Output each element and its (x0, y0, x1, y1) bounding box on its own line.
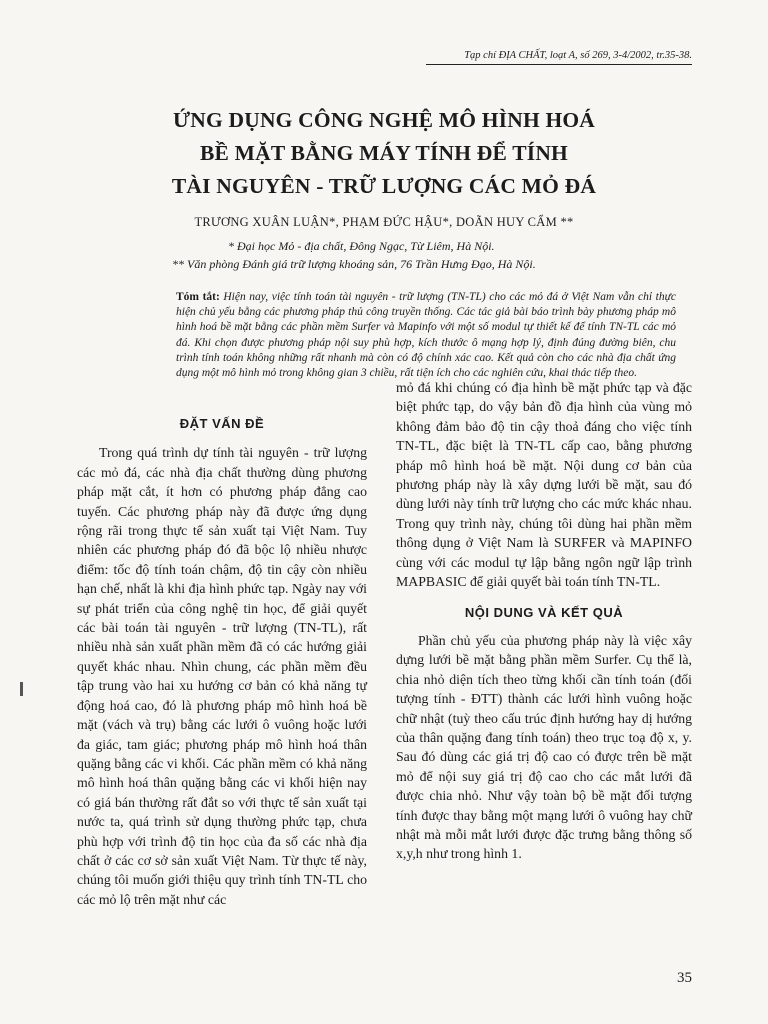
margin-mark (20, 682, 23, 696)
abstract-label: Tóm tắt: (176, 291, 220, 303)
right-column (396, 378, 692, 864)
title-line: TÀI NGUYÊN - TRỮ LƯỢNG CÁC MỎ ĐÁ (171, 174, 597, 198)
affiliation-2: ** Văn phòng Đánh giá trữ lượng khoáng sản, 76 Trần Hưng Đạo, Hà Nội. (172, 257, 536, 271)
page-number: 35 (677, 970, 692, 986)
results-paragraph: Phần chủ yếu của phương pháp này là việc xây dựng lưới bề mặt bằng phần mềm Surfer. Cụ thể là, chia nhỏ diện tích theo từng khối cần tính toán (đối tượng tính - ĐTT) thành các lưới hình vuông hoặc chữ nhật (tuỳ theo cấu trúc định hướng hay dị hướng của thân quặng đang tính toán) theo trục toạ độ x, y. Sau đó dùng các giá trị độ cao có được trên bề mặt mỏ để nội suy giá trị độ cao cho các mắt lưới đã được chia nhỏ. Như vậy toàn bộ bề mặt đối tượng tính được thay bằng một mạng lưới ô vuông hay chữ nhật mà mỗi mắt lưới được đặc trưng bằng thông số x,y,h như trong hình 1. (396, 632, 692, 862)
affiliation-1: * Đại học Mỏ - địa chất, Đông Ngạc, Từ Liêm, Hà Nội. (228, 239, 495, 253)
title-line: ỨNG DỤNG CÔNG NGHỆ MÔ HÌNH HOÁ (172, 108, 596, 132)
journal-reference: Tạp chí ĐỊA CHẤT, loạt A, số 269, 3-4/2002, tr.35-38. (464, 50, 692, 61)
left-column (77, 410, 367, 909)
abstract-text: Hiện nay, việc tính toán tài nguyên - trữ lượng (TN-TL) cho các mỏ đá ở Việt Nam vẫn chỉ thực hiện chủ yếu bằng các phương pháp thủ công truyền thống. Các tác giả bài báo trình bày phương pháp mô hình hoá bề mặt bằng các phần mềm Surfer và Mapinfo với một số modul tự thiết kế để tính TN-TL các mỏ đá. Khi chọn được phương pháp nội suy phù hợp, kích thước ô mạng hợp lý, định đúng đường biên, chu trình tính toán không những rất nhanh mà còn có độ chính xác cao. Kết quả còn cho các nhà địa chất ứng dụng một mô hình mỏ trong không gian 3 chiều, rất tiện ích cho các nghiên cứu, khai thác tiếp theo. (176, 291, 676, 380)
header-rule (426, 64, 692, 65)
intro-paragraph-continued: mỏ đá khi chúng có địa hình bề mặt phức tạp và đặc biệt phức tạp, do vậy bản đồ địa hình của vùng mỏ không đảm bảo độ tin cậy thoả đáng cho việc tính TN-TL, đặc biệt là TN-TL cấp cao, bằng phương pháp mô hình hoá bề mặt. Nội dung cơ bản của phương pháp này là xây dựng lưới bề mặt, sau đó dùng lưới này tính trữ lượng cho các mức khác nhau. Trong quy trình này, chúng tôi dùng hai phần mềm thông dụng ở Việt Nam là SURFER và MAPINFO cùng với các modul tự lập bằng ngôn ngữ lập trình MAPBASIC để giải quyết bài toán tính TN-TL. (396, 380, 692, 590)
intro-paragraph: Trong quá trình dự tính tài nguyên - trữ lượng các mỏ đá, các nhà địa chất thường dùng phương pháp mặt cắt, ít hơn có phương pháp đẳng cao tuyến. Các phương pháp này đã được ứng dụng rộng rãi trong thực tế sản xuất tại Việt Nam. Tuy nhiên các phương pháp đó đã bộc lộ nhiều nhược điểm: tốc độ tính toán chậm, độ tin cậy còn nhiều hạn chế, nhất là khi địa hình phức tạp. Ngày nay với sự phát triển của công nghệ tin học, để giải quyết các bài toán tài nguyên - trữ lượng (TN-TL), rất nhiều nhà sản xuất phần mềm đã có các hướng giải quyết khác nhau. Nhìn chung, các phần mềm đều tập trung vào hai xu hướng cơ bản có khả năng tự động hoá cao, đó là phương pháp mô hình hoá bề mặt (vách và trụ) bằng các lưới ô vuông hoặc lưới đa giác, tam giác; phương pháp mô hình hoá thân quặng bằng các vi khối. Các phần mềm có khả năng mô hình hoá thân quặng bằng các vi khối hiện nay có giá bán thường rất đắt so với thực tế sản xuất tại nước ta, quá trình sử dụng thường phức tạp, chưa phù hợp với trình độ tin học của đa số các nhà địa chất ở các cơ sở sản xuất Việt Nam. Từ thực tế này, chúng tôi muốn giới thiệu quy trình tính TN-TL cho các mỏ lộ trên mặt như các (77, 445, 367, 907)
section-heading-results: NỘI DUNG VÀ KẾT QUẢ (464, 605, 624, 621)
authors: TRƯƠNG XUÂN LUẬN*, PHẠM ĐỨC HẬU*, DOÃN HUY CẨM ** (194, 215, 574, 229)
title-line: BỀ MẶT BẰNG MÁY TÍNH ĐỂ TÍNH (200, 141, 568, 165)
paper-title (76, 104, 692, 203)
abstract (176, 290, 676, 381)
section-heading-intro: ĐẶT VẤN ĐỀ (179, 416, 265, 431)
